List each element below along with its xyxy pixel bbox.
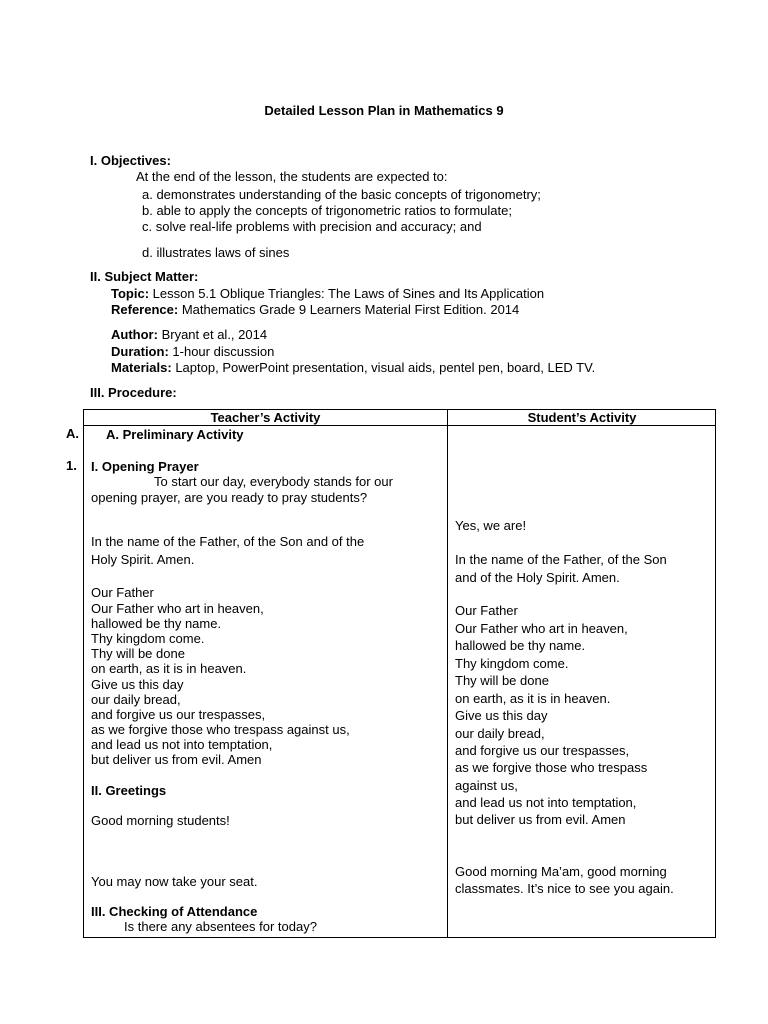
marker-1: 1. (66, 458, 77, 473)
author-line (111, 327, 267, 342)
teacher-prayer-line: Give us this day (91, 677, 184, 692)
subject-matter-heading: II. Subject Matter: (90, 269, 199, 284)
student-prayer-line: and forgive us our trespasses, (455, 743, 630, 758)
student-prayer-line: as we forgive those who trespass (455, 760, 648, 775)
student-prayer-line: against us, (455, 778, 518, 793)
topic-label: Topic: (111, 286, 150, 301)
page-title: Detailed Lesson Plan in Mathematics 9 (264, 103, 504, 118)
preliminary-activity: A. Preliminary Activity (106, 427, 244, 442)
teacher-prompt: opening prayer, are you ready to pray students? (91, 490, 368, 505)
teacher-prayer-line: but deliver us from evil. Amen (91, 752, 262, 767)
teacher-prayer-line: Our Father who art in heaven, (91, 601, 264, 616)
student-sign: In the name of the Father, of the Son (455, 552, 667, 567)
teacher-prayer-line: hallowed be thy name. (91, 616, 222, 631)
student-ready-response: Yes, we are! (455, 518, 527, 533)
teacher-greeting: Good morning students! (91, 813, 230, 828)
table-column-divider (447, 410, 448, 937)
materials-line (111, 360, 595, 375)
student-greeting: Good morning Ma’am, good morning (455, 864, 667, 879)
procedure-table (83, 409, 716, 938)
student-prayer-line: Thy will be done (455, 673, 549, 688)
teacher-prompt: To start our day, everybody stands for our (154, 474, 393, 489)
reference-label: Reference: (111, 302, 179, 317)
student-prayer-line: our daily bread, (455, 726, 545, 741)
teacher-sign: In the name of the Father, of the Son and of the (91, 534, 365, 549)
student-prayer-line: Our Father who art in heaven, (455, 621, 628, 636)
teacher-prayer-line: and lead us not into temptation, (91, 737, 273, 752)
teacher-prayer-line: Thy will be done (91, 646, 185, 661)
student-prayer-line: Our Father (455, 603, 518, 618)
duration-label: Duration: (111, 344, 169, 359)
duration-line (111, 344, 274, 359)
header-student-activity: Student’s Activity (527, 410, 637, 425)
objectives-intro: At the end of the lesson, the students are expected to: (136, 169, 448, 184)
header-teacher-activity: Teacher’s Activity (210, 410, 321, 425)
table-header-divider (84, 425, 715, 426)
topic-value: Lesson 5.1 Oblique Triangles: The Laws of Sines and Its Application (152, 286, 545, 301)
student-prayer-line: Give us this day (455, 708, 548, 723)
teacher-prayer-line: as we forgive those who trespass against us, (91, 722, 350, 737)
marker-a: A. (66, 426, 79, 441)
student-prayer-line: on earth, as it is in heaven. (455, 691, 611, 706)
reference-value: Mathematics Grade 9 Learners Material First Edition. 2014 (181, 302, 520, 317)
student-prayer-line: hallowed be thy name. (455, 638, 586, 653)
teacher-prayer-line: Thy kingdom come. (91, 631, 205, 646)
author-value: Bryant et al., 2014 (161, 327, 268, 342)
materials-value: Laptop, PowerPoint presentation, visual aids, pentel pen, board, LED TV. (175, 360, 596, 375)
objective-item: d. illustrates laws of sines (142, 245, 290, 260)
topic-line (111, 286, 544, 301)
teacher-prayer-line: and forgive us our trespasses, (91, 707, 266, 722)
student-sign: and of the Holy Spirit. Amen. (455, 570, 620, 585)
greetings-heading: II. Greetings (91, 783, 167, 798)
teacher-attendance-question: Is there any absentees for today? (124, 919, 317, 934)
duration-value: 1-hour discussion (172, 344, 275, 359)
objective-item: a. demonstrates understanding of the basic concepts of trigonometry; (142, 187, 541, 202)
teacher-seat-instruction: You may now take your seat. (91, 874, 258, 889)
student-greeting: classmates. It’s nice to see you again. (455, 881, 674, 896)
student-prayer-line: but deliver us from evil. Amen (455, 812, 626, 827)
materials-label: Materials: (111, 360, 172, 375)
student-prayer-line: and lead us not into temptation, (455, 795, 637, 810)
student-prayer-line: Thy kingdom come. (455, 656, 569, 671)
teacher-prayer-line: our daily bread, (91, 692, 181, 707)
objective-item: b. able to apply the concepts of trigonometric ratios to formulate; (142, 203, 512, 218)
attendance-heading: III. Checking of Attendance (91, 904, 258, 919)
opening-prayer-heading: I. Opening Prayer (91, 459, 199, 474)
teacher-sign: Holy Spirit. Amen. (91, 552, 195, 567)
objectives-heading: I. Objectives: (90, 153, 171, 168)
teacher-prayer-line: Our Father (91, 585, 154, 600)
objective-item: c. solve real-life problems with precision and accuracy; and (142, 219, 482, 234)
reference-line (111, 302, 519, 317)
author-label: Author: (111, 327, 158, 342)
procedure-heading: III. Procedure: (90, 385, 177, 400)
teacher-prayer-line: on earth, as it is in heaven. (91, 661, 247, 676)
